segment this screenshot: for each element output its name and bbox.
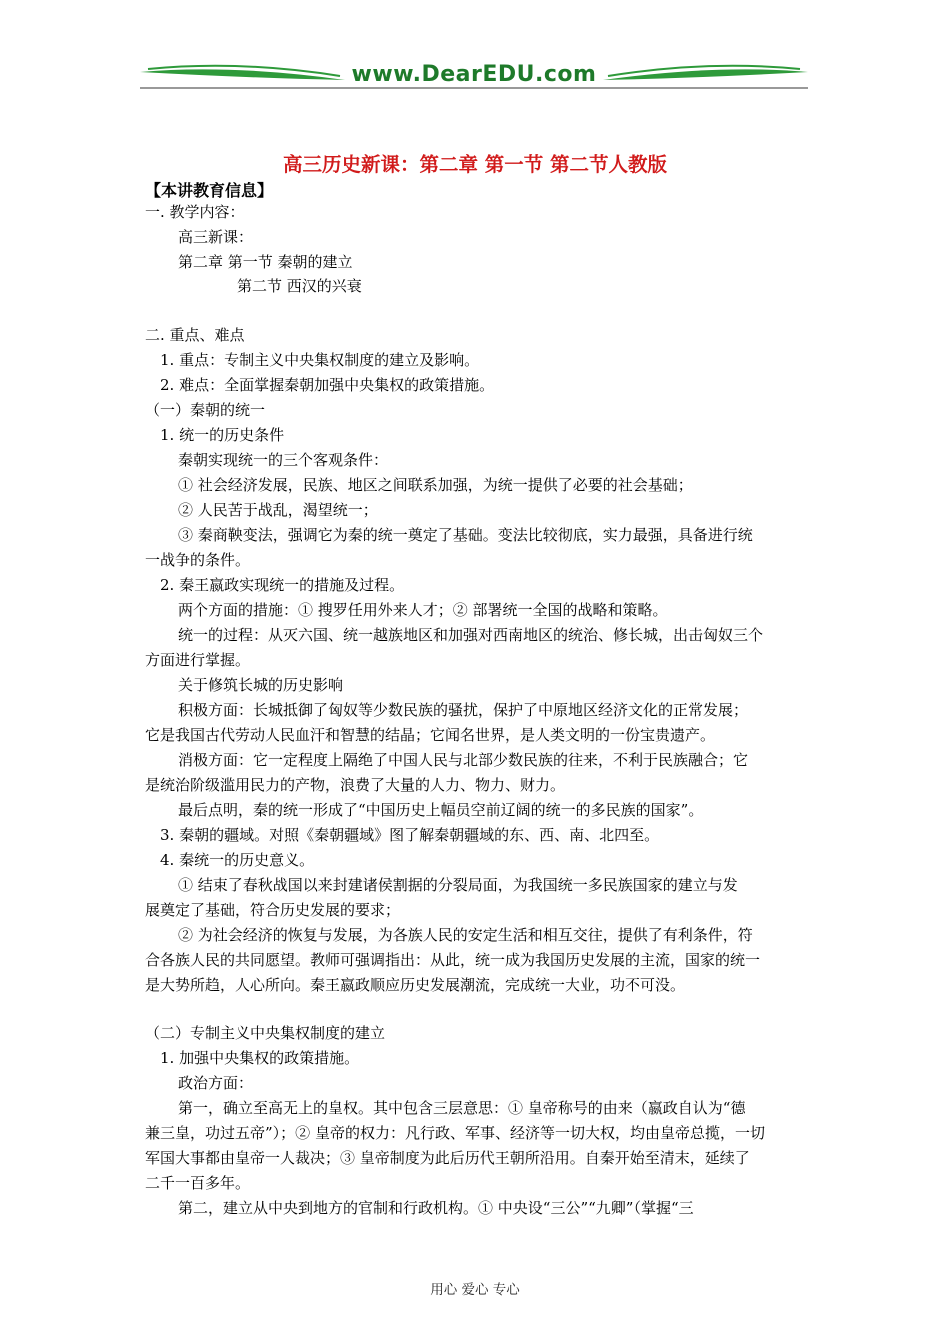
body-line: 秦朝实现统一的三个客观条件： bbox=[178, 451, 389, 469]
site-logo-text[interactable]: www.DearEDU.com bbox=[351, 62, 597, 87]
body-line: ③ 秦商鞅变法，强调它为秦的统一奠定了基础。变法比较彻底，实力最强，具备进行统 bbox=[178, 526, 753, 544]
body-line: 合各族人民的共同愿望。教师可强调指出：从此，统一成为我国历史发展的主流，国家的统一 bbox=[145, 951, 761, 969]
page-footer: 用心 爱心 专心 bbox=[430, 1282, 520, 1298]
body-line: 2. 秦王嬴政实现统一的措施及过程。 bbox=[160, 576, 405, 594]
body-line: 4. 秦统一的历史意义。 bbox=[160, 851, 315, 869]
body-line: ② 人民苦于战乱，渴望统一； bbox=[178, 501, 378, 519]
body-line: 一战争的条件。 bbox=[145, 551, 251, 569]
body-line: 第二章 第一节 秦朝的建立 bbox=[178, 253, 353, 271]
body-line: 方面进行掌握。 bbox=[145, 651, 251, 669]
body-line: 兼三皇，功过五帝”）；② 皇帝的权力：凡行政、军事、经济等一切大权，均由皇帝总揽，一切 bbox=[145, 1124, 765, 1142]
body-line: 展奠定了基础，符合历史发展的要求； bbox=[145, 901, 401, 919]
body-line: 第一，确立至高无上的皇权。其中包含三层意思：① 皇帝称号的由来（嬴政自认为“德 bbox=[178, 1099, 746, 1117]
body-line: 1. 加强中央集权的政策措施。 bbox=[160, 1049, 360, 1067]
page-title: 高三历史新课：第二章 第一节 第二节人教版 bbox=[282, 153, 668, 176]
body-line: 3. 秦朝的疆域。对照《秦朝疆域》图了解秦朝疆域的东、西、南、北四至。 bbox=[160, 826, 660, 844]
body-line: 一. 教学内容： bbox=[145, 203, 245, 221]
body-line: ② 为社会经济的恢复与发展，为各族人民的安定生活和相互交往，提供了有利条件，符 bbox=[178, 926, 753, 944]
body-line: 是大势所趋，人心所向。秦王嬴政顺应历史发展潮流，完成统一大业，功不可没。 bbox=[145, 976, 686, 994]
body-line: 第二节 西汉的兴衰 bbox=[237, 277, 362, 295]
body-line: 1. 重点：专制主义中央集权制度的建立及影响。 bbox=[160, 351, 480, 369]
body-line: 关于修筑长城的历史影响 bbox=[178, 676, 344, 694]
body-line: 高三新课： bbox=[178, 228, 254, 246]
body-line: 积极方面：长城抵御了匈奴等少数民族的骚扰，保护了中原地区经济文化的正常发展； bbox=[178, 701, 749, 719]
body-line: 2. 难点：全面掌握秦朝加强中央集权的政策措施。 bbox=[160, 376, 495, 394]
body-line: 统一的过程：从灭六国、统一越族地区和加强对西南地区的统治、修长城，出击匈奴三个 bbox=[178, 626, 764, 644]
body-line: ① 社会经济发展，民族、地区之间联系加强，为统一提供了必要的社会基础； bbox=[178, 476, 693, 494]
body-line: 第二，建立从中央到地方的官制和行政机构。① 中央设“三公”“九卿”（掌握“三 bbox=[178, 1199, 694, 1217]
body-line: 二. 重点、难点 bbox=[145, 326, 245, 344]
header-banner bbox=[140, 58, 808, 94]
body-line: 1. 统一的历史条件 bbox=[160, 426, 285, 444]
body-line: 它是我国古代劳动人民血汗和智慧的结晶；它闻名世界，是人类文明的一份宝贵遗产。 bbox=[145, 726, 716, 744]
body-line: 是统治阶级滥用民力的产物，浪费了大量的人力、物力、财力。 bbox=[145, 776, 566, 794]
body-line: （一）秦朝的统一 bbox=[145, 401, 266, 419]
body-line: 最后点明，秦的统一形成了“中国历史上幅员空前辽阔的统一的多民族的国家”。 bbox=[178, 801, 704, 819]
body-line: 消极方面：它一定程度上隔绝了中国人民与北部少数民族的往来，不利于民族融合；它 bbox=[178, 751, 749, 769]
body-line: 两个方面的措施：① 搜罗任用外来人才；② 部署统一全国的战略和策略。 bbox=[178, 601, 668, 619]
body-line: （二）专制主义中央集权制度的建立 bbox=[145, 1024, 386, 1042]
body-line: 二千一百多年。 bbox=[145, 1174, 251, 1192]
body-line: 军国大事都由皇帝一人裁决；③ 皇帝制度为此后历代王朝所沿用。自秦开始至清末，延续了 bbox=[145, 1149, 750, 1167]
section-heading: 【本讲教育信息】 bbox=[145, 181, 274, 200]
body-line: ① 结束了春秋战国以来封建诸侯割据的分裂局面，为我国统一多民族国家的建立与发 bbox=[178, 876, 738, 894]
body-line: 政治方面： bbox=[178, 1074, 254, 1092]
